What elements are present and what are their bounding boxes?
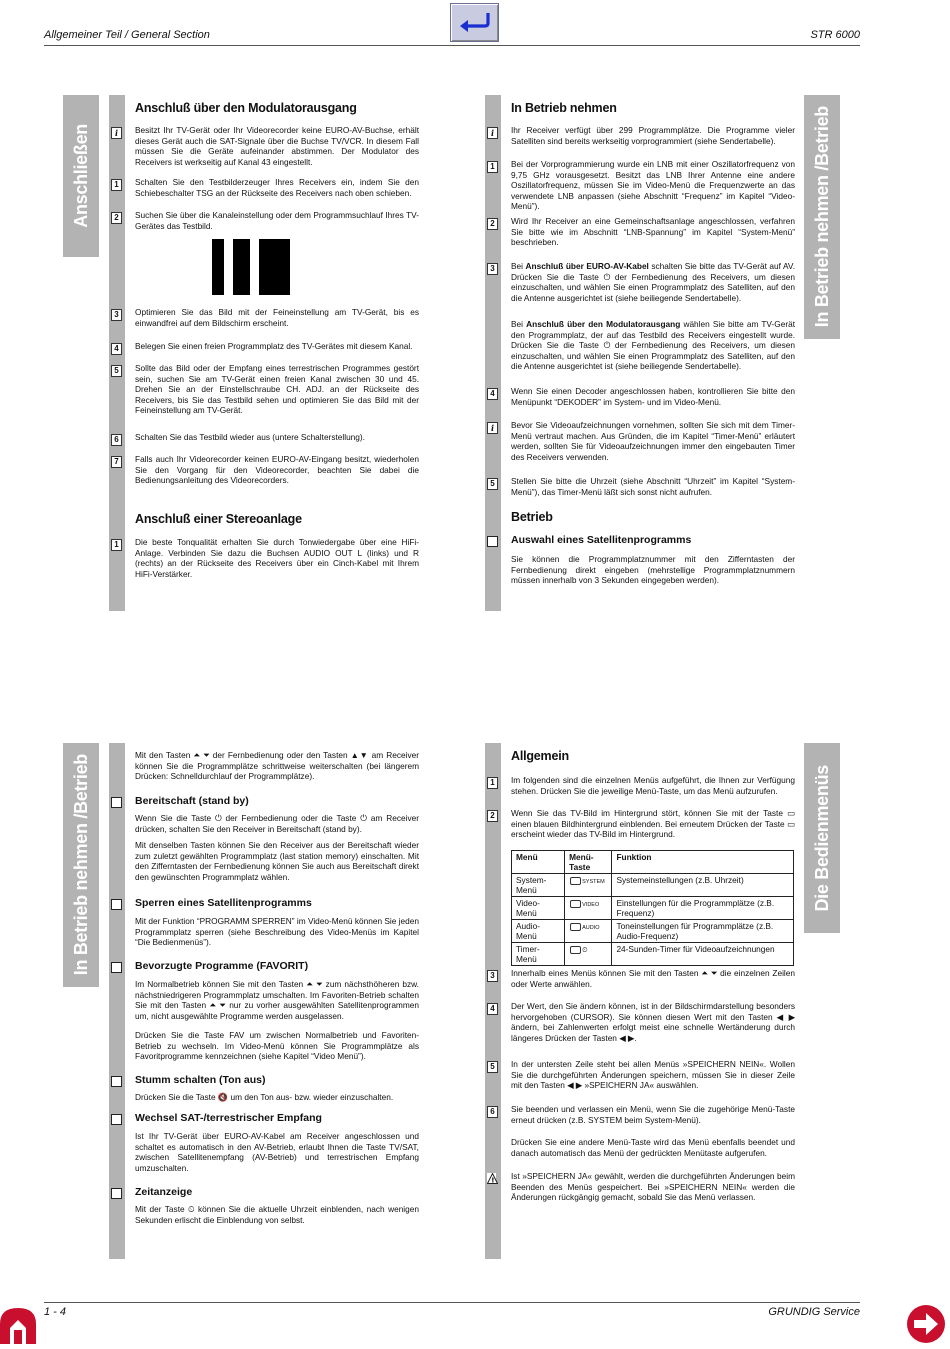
p4-step-1: Im folgenden sind die einzelnen Menüs aufgeführt, die Ihnen zur Verfügung stehen. Drücken Sie die jeweilige Menü-Taste, um das Menü aufzurufen. [511,775,795,796]
step-number: 6 [487,1106,498,1118]
tab-label: Die Bedienmenüs [811,764,832,912]
p4-step-3: Innerhalb eines Menüs können Sie mit den Tasten ⏶ ⏷ die einzelnen Zeilen oder Werte anwählen. [511,968,795,989]
home-icon [0,1306,40,1344]
heading-betrieb: Betrieb [511,510,553,524]
step-number: 3 [487,970,498,982]
p4-step-2: Wenn Sie das TV-Bild im Hintergrund stört, können Sie mit der Taste ▭ einen blauen Bildhintergrund einblenden. Bei erneutem Drücken der Taste ▭ erscheint wieder das TV-Bild im Hintergrund. [511,808,795,840]
heading-inbetrieb: In Betrieb nehmen [511,101,617,115]
footer-brand: GRUNDIG Service [768,1306,860,1318]
table-row [512,874,794,897]
heading-wechsel: Wechsel SAT-/terrestrischer Empfang [135,1112,322,1124]
table-header: Funktion [612,851,794,874]
table-row [512,943,794,966]
step-number: 5 [111,365,122,377]
step-number: 1 [111,539,122,551]
p1-stereo-text: Die beste Tonqualität erhalten Sie durch Tonwiedergabe über eine HiFi-Anlage. Verbinden Sie dazu die Buchsen AUDIO OUT L (links) und R (rechts) an der Rückseite des Receivers über ein Cinch-Kabel mit Ihrem HiFi-Verstärker. [135,537,419,579]
table-cell: VIDEO [565,897,612,920]
p4-warning: Ist »SPEICHERN JA« gewählt, werden die durchgeführten Änderungen beim Beenden des Menüs gespeichert. Bei »SPEICHERN NEIN« werden die Änderungen rückgängig gemacht, sobald Sie das Menü verlassen. [511,1171,795,1203]
testbild-image [212,239,290,295]
section-marker [111,1114,122,1125]
step-number: 2 [487,218,498,230]
p2-step-3a: Bei Anschluß über EURO-AV-Kabel schalten Sie bitte das TV-Gerät auf AV. Drücken Sie die Taste ⏻ der Fernbedienung des Receivers, um diesen einzuschalten, und wählen Sie einen Programmplatz des Satelliten, auf den die Antenne ausgerichtet ist (siehe beiliegende Sendertabelle). [511,261,796,303]
table-cell: System-Menü [512,874,565,897]
p2-step-3b: Bei Anschluß über den Modulatorausgang wählen Sie bitte am TV-Gerät den Programmplatz, der auf das Testbild des Receivers eingestellt wurde. Drücken Sie die Taste ⏻ der Fernbedienung des Receivers, um diesen einzuschalten, und wählen Sie einen Programmplatz des Satelliten, auf den die Antenne ausgerichtet ist (siehe beiliegende Sendertabelle). [511,319,796,372]
p2-info: Ihr Receiver verfügt über 299 Programmplätze. Die Programme vieler Satelliten sind bereits werkseitig vorprogrammiert (siehe Sendertabelle). [511,125,795,146]
p1-step-7: Falls auch Ihr Videorecorder keinen EURO-AV-Eingang besitzt, wiederholen Sie den Vorgang für den Videorecorder, beachten Sie dabei die Bedienungsanleitung des Videorecorders. [135,454,419,486]
warning-icon [487,1173,496,1183]
p2-step-2: Wird Ihr Receiver an eine Gemeinschaftsanlage angeschlossen, verfahren Sie bitte wie im Abschnitt “LNB-Spannung” im Kapitel “System-Menü” beschrieben. [511,216,795,248]
p4-step-4: Der Wert, den Sie ändern können, ist in der Bildschirmdarstellung besonders hervorgehoben (CURSOR). Sie können diesen Wert mit den Tasten ◀ ▶ ändern, bei Zahlenwerten erfolgt meist eine schnelle Wertänderung durch längeres Drücken der Tasten ◀ ▶. [511,1001,795,1043]
p2-step-5: Stellen Sie bitte die Uhrzeit (siehe Abschnitt “Uhrzeit” im Kapitel “System-Menü”), das Timer-Menü läßt sich sonst nicht aufrufen. [511,476,795,497]
p1-step-4: Belegen Sie einen freien Programmplatz des TV-Gerätes mit diesem Kanal. [135,341,413,351]
arrow-right-icon [906,1304,946,1344]
tab-label: Anschließen [70,124,91,228]
section-marker [487,536,498,547]
p3-standby-2: Mit denselben Tasten können Sie den Receiver aus der Bereitschaft wieder zum zuletzt gewählten Programmplatz (last station memory) einschalten. Mit den Zifferntasten der Fernbedienung können Sie auch aus Bereitschaft direkt den gewünschten Programmplatz wählen. [135,840,419,882]
p2-step-1: Bei der Vorprogrammierung wurde ein LNB mit einer Oszillatorfrequenz von 9,75 GHz vorausgesetzt. Besitzt das LNB Ihrer Antenne eine andere Oszillatorfrequenz, müssen Sie im Video-Menü die Frequenzwerte an das verwendete LNB anpassen (siehe Abschnitt “Frequenz” im Kapitel “Video-Menü”). [511,159,795,212]
heading-favorit: Bevorzugte Programme (FAVORIT) [135,960,309,972]
step-number: 1 [487,777,498,789]
step-number: 2 [111,212,122,224]
step-number: 6 [111,434,122,446]
table-cell: Systemeinstellungen (z.B. Uhrzeit) [612,874,794,897]
menu-key-icon [570,877,581,885]
p1-step-1: Schalten Sie den Testbilderzeuger Ihres Receivers ein, indem Sie den Schiebeschalter TSG an der Rückseite des Receivers nach oben schieben. [135,177,419,198]
section-marker [111,1188,122,1199]
page-number: 1 - 4 [44,1306,67,1318]
table-row [512,920,794,943]
p4-step-6a: Sie beenden und verlassen ein Menü, wenn Sie die zugehörige Menü-Taste erneut drücken (z.B. SYSTEM beim System-Menü). [511,1104,795,1125]
p4-step-5: In der untersten Zeile steht bei allen Menüs »SPEICHERN NEIN«. Wollen Sie die durchgeführten Änderungen speichern, müssen Sie in dieser Zeile mit den Tasten ◀ ▶ »SPEICHERN JA« auswählen. [511,1059,795,1091]
step-number: 7 [111,456,122,468]
back-arrow-icon [451,4,498,41]
back-button[interactable] [450,3,499,42]
p3-sperren: Mit der Funktion “PROGRAMM SPERREN” im Video-Menü können Sie jeden Programmplatz sperren (siehe Beschreibung des Video-Menüs im Kapitel “Die Bedienmenüs”). [135,916,419,948]
heading-allgemein: Allgemein [511,749,569,763]
svg-text:!: ! [491,1176,495,1184]
p3-intro: Mit den Tasten ⏶ ⏷ der Fernbedienung oder den Tasten ▲▼ am Receiver können Sie die Programmplätze schrittweise weiterschalten (bei längerem Drücken: Schnelldurchlauf der Programmplätze). [135,750,419,782]
p1-step-2: Suchen Sie über die Kanaleinstellung oder dem Programmsuchlauf Ihres TV-Gerätes das Testbild. [135,210,419,231]
heading-standby: Bereitschaft (stand by) [135,795,249,807]
p3-zeitanzeige: Mit der Taste ⏲ können Sie die aktuelle Uhrzeit einblenden, nach wenigen Sekunden erlischt die Einblendung von selbst. [135,1204,419,1225]
step-number: 3 [111,309,122,321]
tab-inbetrieb-2 [63,743,99,987]
menu-table [511,850,794,966]
p4-step-6b: Drücken Sie eine andere Menü-Taste wird das Menü ebenfalls beendet und danach automatisch das Menü der gedrückten Menütaste aufgerufen. [511,1137,795,1158]
table-header: Menü [512,851,565,874]
section-marker [111,962,122,973]
table-cell: Timer-Menü [512,943,565,966]
page-inbetrieb [485,95,905,611]
table-row [512,897,794,920]
p1-step-3: Optimieren Sie das Bild mit der Feineinstellung am TV-Gerät, bis es einwandfrei auf dem Bildschirm erscheint. [135,307,419,328]
menu-key-icon [570,923,581,931]
step-number: 1 [111,179,122,191]
section-marker [111,1076,122,1087]
info-icon: i [111,127,122,139]
step-number: 5 [487,1061,498,1073]
step-number: 4 [111,343,122,355]
table-header: Menü-Taste [565,851,612,874]
table-cell: AUDIO [565,920,612,943]
section-marker [111,797,122,808]
p1-step-6: Schalten Sie das Testbild wieder aus (untere Schalterstellung). [135,432,365,442]
section-marker [111,899,122,910]
page-bedienmenues [485,743,905,1259]
heading-modulator: Anschluß über den Modulatorausgang [135,101,357,115]
next-page-button[interactable] [906,1304,946,1349]
page-sidebar [109,743,125,1259]
p2-sub1-text: Sie können die Programmplatznummer mit den Zifferntasten der Fernbedienung direkt eingeben (mehrstellige Programmplatznummern müssen innerhalb von 3 Sekunden eingegeben werden). [511,554,795,586]
table-cell: Audio-Menü [512,920,565,943]
table-cell: Einstellungen für die Programmplätze (z.B. Frequenz) [612,897,794,920]
step-number: 3 [487,263,498,275]
home-button[interactable] [0,1306,40,1349]
table-cell: Toneinstellungen für Programmplätze (z.B. Audio-Frequenz) [612,920,794,943]
p2-step-4: Wenn Sie einen Decoder angeschlossen haben, kontrollieren Sie bitte den Menüpunkt “DEKODER” im System- und im Video-Menü. [511,386,795,407]
header-right: STR 6000 [810,29,860,41]
p2-info-2: Bevor Sie Videoaufzeichnungen vornehmen, sollten Sie sich mit dem Timer-Menü vertraut machen. Aus Gründen, die im Kapitel “Timer-Menü” erläutert werden, sollten Sie für Videoaufzeichnungen immer den eingebauten Timer des Receivers verwenden. [511,420,795,462]
p3-favorit-1: Im Normalbetrieb können Sie mit den Tasten ⏶ ⏷ zum nächsthöheren bzw. nächstniedrigeren Programmplatz umschalten. Im Favoriten-Betrieb schalten Sie mit den Tasten ⏶ ⏷ nur zu vorher ausgewählten Satellitenprogrammen um, nicht ausgewählte Programme werden ausgelassen. [135,979,419,1021]
table-cell: 24-Sunden-Timer für Videoaufzeichnungen [612,943,794,966]
info-icon: i [487,422,498,434]
footer-rule [44,1302,860,1303]
table-cell: Video-Menü [512,897,565,920]
menu-key-icon [570,900,581,908]
table-cell: ⏲ [565,943,612,966]
step-number: 4 [487,388,498,400]
tab-label: In Betrieb nehmen /Betrieb [70,754,91,976]
heading-stumm: Stumm schalten (Ton aus) [135,1074,266,1086]
tab-anschliessen [63,95,99,257]
p3-favorit-2: Drücken Sie die Taste FAV um zwischen Normalbetrieb und Favoriten-Betrieb zu wechseln. Im Video-Menü können Sie Programmplätze als Favoritprogramme kennzeichnen (siehe Kapitel “Video Menü”). [135,1030,419,1062]
step-number: 1 [487,161,498,173]
page-anschliessen [109,95,529,611]
p1-info: Besitzt Ihr TV-Gerät oder Ihr Videorecorder keine EURO-AV-Buchse, erhält dieses Gerät auch die SAT-Signale über die Buchse TV/VCR. In diesem Fall müssen Sie die Geräte aufeinander abstimmen. Der Modulator des Receivers ist werkseitig auf Kanal 43 eingestellt. [135,125,419,167]
header-rule [44,45,860,46]
menu-key-icon [570,946,581,954]
info-icon: i [487,127,498,139]
heading-zeitanzeige: Zeitanzeige [135,1186,193,1198]
p3-standby-1: Wenn Sie die Taste ⏻ der Fernbedienung oder die Taste ⏻ am Receiver drücken, schalten Sie den Receiver in Bereitschaft (stand by). [135,813,419,834]
p3-stumm: Drücken Sie die Taste 🔇 um den Ton aus- bzw. wieder einzuschalten. [135,1092,394,1102]
page-betrieb [109,743,529,1259]
header-left: Allgemeiner Teil / General Section [44,29,210,41]
tab-label: In Betrieb nehmen /Betrieb [811,106,832,328]
p1-step-5: Sollte das Bild oder der Empfang eines terrestrischen Programmes gestört sein, suchen Sie am TV-Gerät einen freien Kanal zwischen 30 und 45. Drehen Sie an der Einstellschraube CH. ADJ. an der Rückseite des Receivers, bis Sie das Testbild sehen und optimieren Sie das Bild mit der Feineinstellung am TV-Gerät. [135,363,419,416]
step-number: 2 [487,810,498,822]
table-cell: SYSTEM [565,874,612,897]
p3-wechsel: Ist Ihr TV-Gerät über EURO-AV-Kabel am Receiver angeschlossen und schaltet es automatisch in den AV-Betrieb, erlaubt Ihnen die Taste TV/SAT, zwischen Satellitenempfang (AV-Betrieb) und terrestrischen Empfang umzuschalten. [135,1131,419,1173]
step-number: 5 [487,478,498,490]
step-number: 4 [487,1003,498,1015]
heading-stereo: Anschluß einer Stereoanlage [135,512,302,526]
subheading-satellit: Auswahl eines Satellitenprogramms [511,534,692,546]
heading-sperren: Sperren eines Satellitenprogramms [135,897,312,909]
